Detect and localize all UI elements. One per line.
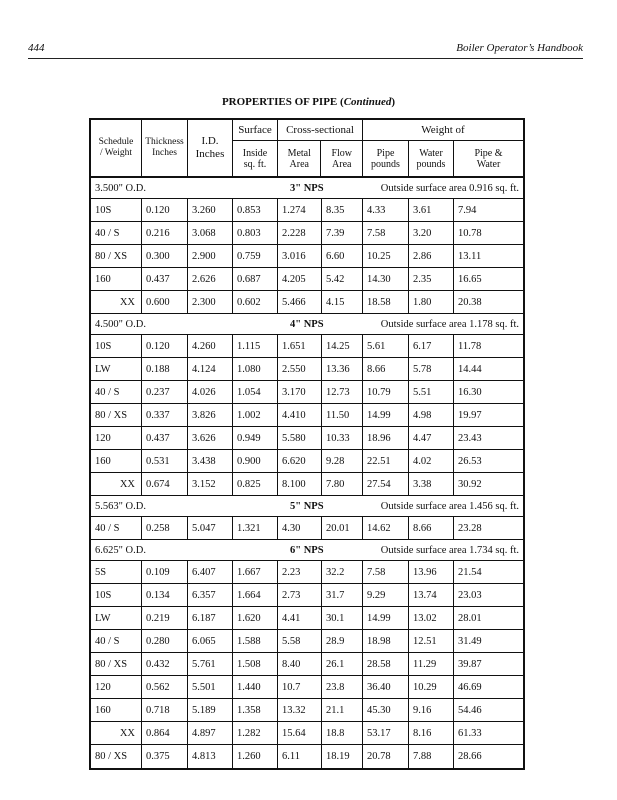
table-title: PROPERTIES OF PIPE (Continued) [221, 96, 396, 108]
cell-surface: 1.260 [233, 745, 278, 768]
section-od: 3.500" O.D. [95, 182, 146, 194]
cell-metal: 5.58 [278, 630, 322, 652]
cell-surface: 0.602 [233, 291, 278, 313]
cell-water-lb: 3.38 [409, 473, 454, 495]
cell-thickness: 0.432 [142, 653, 188, 675]
col-water-lb: Water pounds [409, 141, 454, 176]
table-row [91, 450, 523, 473]
cell-pipe-water: 19.97 [458, 409, 482, 421]
cell-pipe-water: 23.03 [458, 589, 482, 601]
cell-id: 4.813 [188, 745, 233, 768]
cell-water-lb: 11.29 [409, 653, 454, 675]
cell-water-lb: 6.17 [409, 335, 454, 357]
cell-pipe-lb: 5.61 [363, 335, 409, 357]
cell-flow: 18.8 [322, 722, 363, 744]
cell-id: 6.407 [188, 561, 233, 583]
cell-schedule: 40 / S [91, 222, 142, 244]
cell-surface: 0.759 [233, 245, 278, 267]
cell-pipe-lb: 36.40 [363, 676, 409, 698]
cell-schedule: 160 [91, 450, 142, 472]
cell-schedule: 80 / XS [91, 653, 142, 675]
cell-surface: 1.115 [233, 335, 278, 357]
section-header [91, 178, 523, 199]
cell-pipe-water: 16.65 [458, 273, 482, 285]
cell-pipe-lb: 18.98 [363, 630, 409, 652]
cell-schedule: 10S [91, 584, 142, 606]
col-id: I.D. Inches [188, 120, 233, 176]
cell-water-lb: 4.02 [409, 450, 454, 472]
cell-pipe-lb: 14.30 [363, 268, 409, 290]
cell-thickness: 0.531 [142, 450, 188, 472]
cell-id: 5.761 [188, 653, 233, 675]
cell-pipe-water: 54.46 [458, 704, 482, 716]
cell-water-lb: 8.66 [409, 517, 454, 539]
cell-thickness: 0.280 [142, 630, 188, 652]
cell-flow: 32.2 [322, 561, 363, 583]
table-row [91, 630, 523, 653]
cell-flow: 11.50 [322, 404, 363, 426]
cell-flow: 7.80 [322, 473, 363, 495]
cell-id: 5.189 [188, 699, 233, 721]
cell-water-lb: 2.35 [409, 268, 454, 290]
cell-id: 2.300 [188, 291, 233, 313]
cell-thickness: 0.600 [142, 291, 188, 313]
cell-surface: 1.508 [233, 653, 278, 675]
col-group-weight: Weight of Pipe pounds Water pounds Pipe & Water [363, 120, 523, 176]
cell-thickness: 0.674 [142, 473, 188, 495]
cell-pipe-water: 28.66 [458, 751, 482, 762]
cell-schedule: 40 / S [91, 630, 142, 652]
cell-water-lb: 2.86 [409, 245, 454, 267]
cell-surface: 0.853 [233, 199, 278, 221]
cell-pipe-water: 30.92 [458, 478, 482, 490]
cell-pipe-lb: 20.78 [363, 745, 409, 768]
cell-metal: 2.550 [278, 358, 322, 380]
section-od: 5.563" O.D. [95, 500, 146, 512]
cell-schedule: LW [91, 607, 142, 629]
cell-pipe-lb: 8.66 [363, 358, 409, 380]
cell-pipe-lb: 18.96 [363, 427, 409, 449]
cell-pipe-water: 21.54 [458, 566, 482, 578]
cell-pipe-lb: 27.54 [363, 473, 409, 495]
cell-thickness: 0.864 [142, 722, 188, 744]
cell-flow: 5.42 [322, 268, 363, 290]
cell-id: 3.826 [188, 404, 233, 426]
section-surface: Outside surface area 1.734 sq. ft. [380, 544, 519, 556]
cell-metal: 4.30 [278, 517, 322, 539]
cell-water-lb: 13.96 [409, 561, 454, 583]
section-od: 6.625" O.D. [95, 544, 146, 556]
cell-schedule: 10S [91, 199, 142, 221]
cell-schedule: 80 / XS [91, 245, 142, 267]
cell-pipe-lb: 7.58 [363, 222, 409, 244]
cell-water-lb: 12.51 [409, 630, 454, 652]
col-surface: Inside sq. ft. [242, 147, 268, 170]
cell-pipe-water: 20.38 [458, 296, 482, 308]
cell-pipe-water: 31.49 [458, 635, 482, 647]
cell-water-lb: 13.02 [409, 607, 454, 629]
cell-thickness: 0.188 [142, 358, 188, 380]
cell-thickness: 0.437 [142, 427, 188, 449]
cell-surface: 1.440 [233, 676, 278, 698]
table-row [91, 722, 523, 745]
cell-schedule: XX [91, 473, 142, 495]
cell-metal: 5.580 [278, 427, 322, 449]
cell-metal: 1.651 [278, 335, 322, 357]
table-row [91, 222, 523, 245]
cell-thickness: 0.718 [142, 699, 188, 721]
cell-id: 3.260 [188, 199, 233, 221]
table-row [91, 676, 523, 699]
section-surface: Outside surface area 1.178 sq. ft. [380, 318, 519, 330]
table-row [91, 607, 523, 630]
cell-flow: 23.8 [322, 676, 363, 698]
page-number: 444 [28, 42, 45, 54]
cell-metal: 13.32 [278, 699, 322, 721]
cell-schedule: 120 [91, 427, 142, 449]
cell-pipe-lb: 14.99 [363, 607, 409, 629]
table-row [91, 653, 523, 676]
cell-id: 3.438 [188, 450, 233, 472]
cell-metal: 6.11 [278, 745, 322, 768]
col-pipe-water: Pipe & Water [474, 147, 503, 170]
cell-schedule: LW [91, 358, 142, 380]
table-row [91, 517, 523, 540]
cell-pipe-lb: 28.58 [363, 653, 409, 675]
cell-surface: 1.282 [233, 722, 278, 744]
cell-metal: 5.466 [278, 291, 322, 313]
cell-water-lb: 10.29 [409, 676, 454, 698]
cell-flow: 9.28 [322, 450, 363, 472]
cell-thickness: 0.134 [142, 584, 188, 606]
col-group-surface: Surface Inside sq. ft. [233, 120, 278, 176]
cell-flow: 30.1 [322, 607, 363, 629]
section-surface: Outside surface area 1.456 sq. ft. [380, 500, 519, 512]
cell-id: 3.626 [188, 427, 233, 449]
table-body [91, 178, 523, 768]
cell-pipe-lb: 10.25 [363, 245, 409, 267]
cell-metal: 4.410 [278, 404, 322, 426]
cell-surface: 1.664 [233, 584, 278, 606]
cell-pipe-lb: 10.79 [363, 381, 409, 403]
cell-flow: 12.73 [322, 381, 363, 403]
cell-id: 5.501 [188, 676, 233, 698]
table-row [91, 473, 523, 496]
cell-metal: 15.64 [278, 722, 322, 744]
col-thickness: Thickness Inches [142, 120, 188, 176]
cell-water-lb: 1.80 [409, 291, 454, 313]
cell-metal: 6.620 [278, 450, 322, 472]
cell-schedule: 40 / S [91, 517, 142, 539]
cell-schedule: 80 / XS [91, 404, 142, 426]
cell-pipe-lb: 14.99 [363, 404, 409, 426]
cell-pipe-water: 28.01 [458, 612, 482, 624]
cell-flow: 14.25 [322, 335, 363, 357]
cell-id: 5.047 [188, 517, 233, 539]
col-pipe-lb: Pipe pounds [363, 141, 409, 176]
cell-surface: 1.667 [233, 561, 278, 583]
section-nps: 6" NPS [290, 544, 324, 556]
cell-schedule: 160 [91, 268, 142, 290]
cell-flow: 26.1 [322, 653, 363, 675]
cell-flow: 4.15 [322, 291, 363, 313]
cell-metal: 2.73 [278, 584, 322, 606]
cell-schedule: 120 [91, 676, 142, 698]
cell-flow: 8.35 [322, 199, 363, 221]
pipe-properties-table [89, 118, 525, 770]
table-row [91, 335, 523, 358]
section-header [91, 540, 523, 561]
table-row [91, 427, 523, 450]
cell-water-lb: 7.88 [409, 745, 454, 768]
cell-pipe-lb: 53.17 [363, 722, 409, 744]
col-metal: Metal Area [278, 141, 321, 176]
cell-surface: 1.080 [233, 358, 278, 380]
cell-flow: 20.01 [322, 517, 363, 539]
cell-metal: 1.274 [278, 199, 322, 221]
cell-pipe-water: 16.30 [458, 386, 482, 398]
cell-pipe-water: 10.78 [458, 227, 482, 239]
section-nps: 3" NPS [290, 182, 324, 194]
cell-id: 6.187 [188, 607, 233, 629]
cell-surface: 1.054 [233, 381, 278, 403]
cell-flow: 28.9 [322, 630, 363, 652]
cell-id: 6.357 [188, 584, 233, 606]
cell-water-lb: 5.78 [409, 358, 454, 380]
table-row [91, 268, 523, 291]
cell-id: 4.260 [188, 335, 233, 357]
cell-pipe-water: 13.11 [458, 250, 482, 262]
cell-metal: 2.23 [278, 561, 322, 583]
cell-flow: 7.39 [322, 222, 363, 244]
cell-pipe-lb: 18.58 [363, 291, 409, 313]
cell-schedule: XX [91, 722, 142, 744]
cell-pipe-water: 39.87 [458, 658, 482, 670]
cell-id: 6.065 [188, 630, 233, 652]
cell-water-lb: 8.16 [409, 722, 454, 744]
cell-id: 3.152 [188, 473, 233, 495]
cell-pipe-lb: 22.51 [363, 450, 409, 472]
cell-pipe-lb: 45.30 [363, 699, 409, 721]
cell-metal: 3.170 [278, 381, 322, 403]
cell-surface: 0.900 [233, 450, 278, 472]
cell-metal: 3.016 [278, 245, 322, 267]
cell-schedule: 5S [91, 561, 142, 583]
header-rule [28, 58, 583, 59]
section-surface: Outside surface area 0.916 sq. ft. [380, 182, 519, 194]
cell-thickness: 0.237 [142, 381, 188, 403]
cell-id: 4.897 [188, 722, 233, 744]
cell-water-lb: 9.16 [409, 699, 454, 721]
cell-thickness: 0.375 [142, 745, 188, 768]
cell-surface: 0.803 [233, 222, 278, 244]
cell-water-lb: 5.51 [409, 381, 454, 403]
col-schedule: Schedule / Weight [91, 120, 142, 176]
cell-surface: 0.687 [233, 268, 278, 290]
cell-water-lb: 4.47 [409, 427, 454, 449]
cell-pipe-water: 61.33 [458, 727, 482, 739]
cell-water-lb: 4.98 [409, 404, 454, 426]
cell-metal: 10.7 [278, 676, 322, 698]
cell-surface: 0.825 [233, 473, 278, 495]
cell-surface: 1.620 [233, 607, 278, 629]
section-header [91, 314, 523, 335]
cell-pipe-water: 26.53 [458, 455, 482, 467]
cell-water-lb: 3.20 [409, 222, 454, 244]
cell-thickness: 0.109 [142, 561, 188, 583]
cell-thickness: 0.216 [142, 222, 188, 244]
cell-pipe-water: 14.44 [458, 363, 482, 375]
cell-metal: 8.100 [278, 473, 322, 495]
cell-pipe-lb: 7.58 [363, 561, 409, 583]
cell-thickness: 0.337 [142, 404, 188, 426]
cell-pipe-lb: 14.62 [363, 517, 409, 539]
cell-flow: 6.60 [322, 245, 363, 267]
table-row [91, 561, 523, 584]
cell-thickness: 0.219 [142, 607, 188, 629]
table-row [91, 199, 523, 222]
cell-metal: 4.41 [278, 607, 322, 629]
cell-thickness: 0.120 [142, 199, 188, 221]
cell-flow: 31.7 [322, 584, 363, 606]
section-header [91, 496, 523, 517]
cell-schedule: 40 / S [91, 381, 142, 403]
cell-surface: 1.358 [233, 699, 278, 721]
cell-pipe-water: 23.43 [458, 432, 482, 444]
section-nps: 5" NPS [290, 500, 324, 512]
cell-metal: 4.205 [278, 268, 322, 290]
cell-thickness: 0.562 [142, 676, 188, 698]
table-row [91, 245, 523, 268]
table-row [91, 291, 523, 314]
cell-thickness: 0.300 [142, 245, 188, 267]
cell-metal: 2.228 [278, 222, 322, 244]
cell-schedule: 10S [91, 335, 142, 357]
cell-surface: 0.949 [233, 427, 278, 449]
table-row [91, 358, 523, 381]
cell-flow: 18.19 [322, 745, 363, 768]
table-header [91, 120, 523, 178]
table-row [91, 404, 523, 427]
section-od: 4.500" O.D. [95, 318, 146, 330]
cell-thickness: 0.120 [142, 335, 188, 357]
cell-schedule: XX [91, 291, 142, 313]
cell-id: 4.026 [188, 381, 233, 403]
cell-pipe-lb: 9.29 [363, 584, 409, 606]
cell-water-lb: 3.61 [409, 199, 454, 221]
cell-pipe-water: 23.28 [458, 522, 482, 534]
cell-surface: 1.321 [233, 517, 278, 539]
cell-id: 2.626 [188, 268, 233, 290]
cell-surface: 1.588 [233, 630, 278, 652]
cell-pipe-lb: 4.33 [363, 199, 409, 221]
cell-flow: 10.33 [322, 427, 363, 449]
section-nps: 4" NPS [290, 318, 324, 330]
cell-pipe-water: 7.94 [458, 204, 477, 216]
cell-id: 2.900 [188, 245, 233, 267]
cell-surface: 1.002 [233, 404, 278, 426]
col-group-cross: Cross-sectional Metal Area Flow Area [278, 120, 363, 176]
cell-water-lb: 13.74 [409, 584, 454, 606]
table-row [91, 699, 523, 722]
col-flow: Flow Area [331, 147, 353, 170]
running-header [28, 42, 583, 58]
cell-thickness: 0.258 [142, 517, 188, 539]
cell-pipe-water: 46.69 [458, 681, 482, 693]
cell-schedule: 160 [91, 699, 142, 721]
cell-flow: 13.36 [322, 358, 363, 380]
cell-id: 3.068 [188, 222, 233, 244]
table-row [91, 584, 523, 607]
cell-flow: 21.1 [322, 699, 363, 721]
cell-pipe-water: 11.78 [458, 340, 482, 352]
book-title: Boiler Operator’s Handbook [456, 42, 583, 54]
cell-schedule: 80 / XS [91, 745, 142, 768]
cell-id: 4.124 [188, 358, 233, 380]
cell-thickness: 0.437 [142, 268, 188, 290]
table-row [91, 745, 523, 768]
cell-metal: 8.40 [278, 653, 322, 675]
table-row [91, 381, 523, 404]
